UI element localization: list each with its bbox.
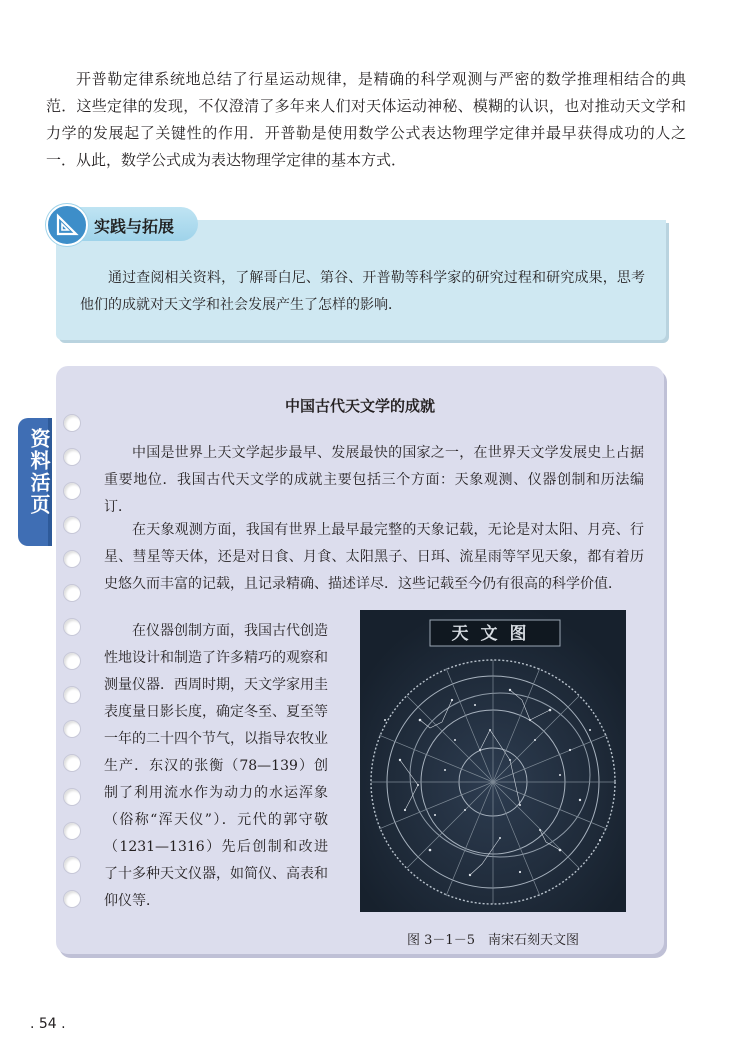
binder-ring [63, 788, 81, 806]
binder-ring [63, 822, 81, 840]
star-chart-image [360, 610, 626, 912]
reading-paragraph-1: 中国是世界上天文学起步最早、发展最快的国家之一，在世界天文学发展史上占据重要地位．我国古代天文学的成就主要包括三个方面：天象观测、仪器创制和历法编订． [104, 445, 644, 515]
practice-text: 通过查阅相关资料，了解哥白尼、第谷、开普勒等科学家的研究过程和研究成果，思考他们的成就对天文学和社会发展产生了怎样的影响． [80, 270, 645, 313]
binder-ring [63, 448, 81, 466]
ruler-triangle-icon [46, 204, 88, 246]
page-number: . 54 . [30, 1016, 66, 1032]
binder-ring [63, 720, 81, 738]
binder-ring [63, 686, 81, 704]
reading-title: 中国古代天文学的成就 [284, 397, 435, 415]
reading-paragraph-3: 在仪器创制方面，我国古代创造性地设计和制造了许多精巧的观察和测量仪器．西周时期，天文学家用圭表度量日影长度，确定冬至、夏至等一年的二十四个节气，以指导农牧业生产．东汉的张衡（78—139）创制了利用流水作为动力的水运浑象（俗称“浑天仪”）．元代的郭守敬（1231—1316）先后创制和改进了十多种天文仪器，如简仪、高表和仰仪等． [104, 623, 328, 909]
binder-ring [63, 652, 81, 670]
binder-ring [63, 618, 81, 636]
practice-title: 实践与拓展 [94, 217, 175, 236]
reading-paragraph-2: 在天象观测方面，我国有世界上最早最完整的天象记载，无论是对太阳、月亮、行星、彗星等天体，还是对日食、月食、太阳黑子、日珥、流星雨等罕见天象，都有着历史悠久而丰富的记载，且记录精确、描述详尽．这些记载至今仍有很高的科学价值． [104, 522, 644, 592]
binder-ring [63, 550, 81, 568]
intro-paragraph: 开普勒定律系统地总结了行星运动规律，是精确的科学观测与严密的数学推理相结合的典范．这些定律的发现，不仅澄清了多年来人们对天体运动神秘、模糊的认识，也对推动天文学和力学的发展起了关键性的作用．开普勒是使用数学公式表达物理学定律并最早获得成功的人之一．从此，数学公式成为表达物理学定律的基本方式． [46, 70, 686, 169]
sidebar-tab [18, 418, 52, 546]
binder-ring [63, 856, 81, 874]
binder-ring [63, 414, 81, 432]
sidebar-tab-label: 资料活页 [27, 428, 51, 516]
binder-ring [63, 890, 81, 908]
binder-ring [63, 584, 81, 602]
binder-ring [63, 482, 81, 500]
binder-ring [63, 754, 81, 772]
figure-caption: 图 3－1－5 南宋石刻天文图 [407, 933, 579, 948]
star-chart-banner: 天文图 [451, 624, 539, 644]
binder-ring [63, 516, 81, 534]
